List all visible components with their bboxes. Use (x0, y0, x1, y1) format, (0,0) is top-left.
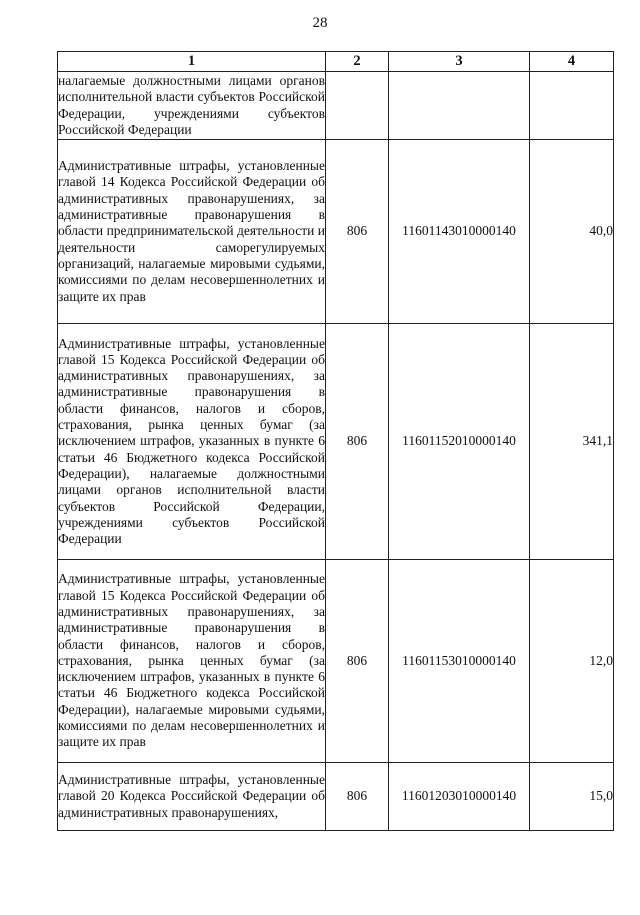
table-row (58, 140, 614, 324)
column-header-4: 4 (530, 52, 614, 72)
page-number: 28 (312, 15, 328, 31)
row-admin-code: 806 (326, 763, 389, 831)
row-description: налагаемые должностными лицами органов исполнительной власти субъектов Российской Федерации, учреждениями субъектов Российской Федерации (58, 72, 326, 140)
row-amount: 12,0 (530, 560, 614, 763)
table-header-row (58, 52, 614, 72)
row-description: Административные штрафы, установленные главой 20 Кодекса Российской Федерации об административных правонарушениях, (58, 763, 326, 831)
row-kbk-code: 11601152010000140 (389, 324, 530, 560)
column-header-3: 3 (389, 52, 530, 72)
column-header-1: 1 (58, 52, 326, 72)
row-amount: 40,0 (530, 140, 614, 324)
row-amount: 15,0 (530, 763, 614, 831)
row-admin-code: 806 (326, 140, 389, 324)
row-kbk-code: 11601153010000140 (389, 560, 530, 763)
row-description: Административные штрафы, установленные главой 15 Кодекса Российской Федерации об административных правонарушениях, за административные правонарушения в области финансов, налогов и сборов, страхования, рынка ценных бумаг (за исключением штрафов, указанных в пункте 6 статьи 46 Бюджетного кодекса Российской Федерации), налагаемые мировыми судьями, комиссиями по делам несовершеннолетних и защите их прав (58, 560, 326, 763)
table-row (58, 560, 614, 763)
table-row (58, 324, 614, 560)
row-amount (530, 72, 614, 140)
row-admin-code (326, 72, 389, 140)
row-admin-code: 806 (326, 560, 389, 763)
table-row (58, 763, 614, 831)
column-header-2: 2 (326, 52, 389, 72)
row-kbk-code: 11601203010000140 (389, 763, 530, 831)
row-amount: 341,1 (530, 324, 614, 560)
row-description: Административные штрафы, установленные главой 15 Кодекса Российской Федерации об административных правонарушениях, за административные правонарушения в области финансов, налогов и сборов, страхования, рынка ценных бумаг (за исключением штрафов, указанных в пункте 6 статьи 46 Бюджетного кодекса Российской Федерации), налагаемые должностными лицами органов исполнительной власти субъектов Российской Федерации, учреждениями субъектов Российской Федерации (58, 324, 326, 560)
budget-table (57, 51, 614, 831)
row-kbk-code: 11601143010000140 (389, 140, 530, 324)
row-admin-code: 806 (326, 324, 389, 560)
row-kbk-code (389, 72, 530, 140)
row-description: Административные штрафы, установленные главой 14 Кодекса Российской Федерации об административных правонарушениях, за административные правонарушения в области предпринимательской деятельности и деятельности саморегулируемых организаций, налагаемые мировыми судьями, комиссиями по делам несовершеннолетних и защите их прав (58, 140, 326, 324)
table-row (58, 72, 614, 140)
